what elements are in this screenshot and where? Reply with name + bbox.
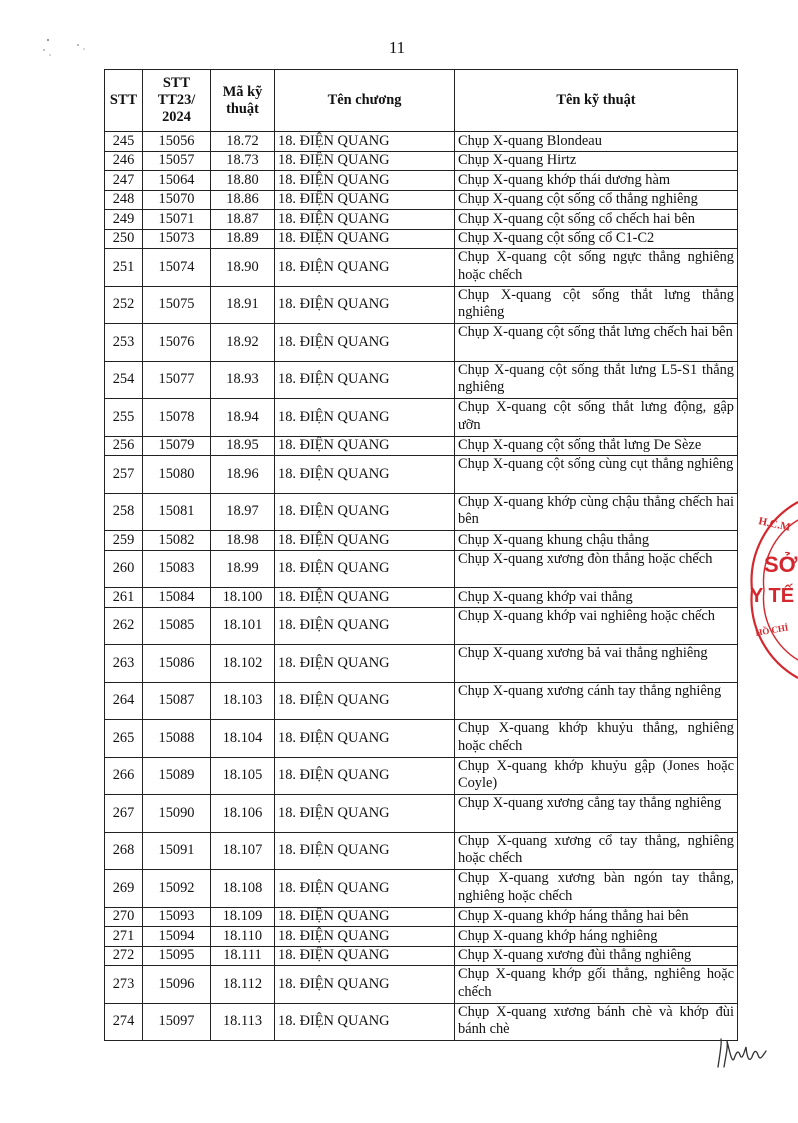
cell-stt-tt23: 15090 [143,795,211,833]
cell-stt-tt23: 15074 [143,249,211,287]
table-row [105,171,738,191]
table-row [105,286,738,324]
signature-stroke [718,1039,766,1067]
cell-stt: 245 [105,132,143,152]
cell-technique-name: Chụp X-quang khớp háng nghiêng [455,927,738,947]
cell-chapter: 18. ĐIỆN QUANG [275,249,455,287]
cell-technique-name: Chụp X-quang xương đòn thẳng hoặc chếch [455,550,738,588]
table-row [105,229,738,249]
cell-chapter: 18. ĐIỆN QUANG [275,832,455,870]
cell-stt: 272 [105,946,143,966]
table-row [105,210,738,230]
cell-stt: 265 [105,720,143,758]
cell-technique-name: Chụp X-quang xương bánh chè và khớp đùi bánh chè [455,1003,738,1041]
cell-chapter: 18. ĐIỆN QUANG [275,966,455,1004]
cell-chapter: 18. ĐIỆN QUANG [275,324,455,362]
cell-stt: 271 [105,927,143,947]
cell-technique-code: 18.104 [211,720,275,758]
cell-stt: 254 [105,361,143,399]
cell-stt-tt23: 15057 [143,151,211,171]
header-stt: STT [105,70,143,132]
cell-stt: 255 [105,399,143,437]
cell-chapter: 18. ĐIỆN QUANG [275,399,455,437]
cell-technique-code: 18.113 [211,1003,275,1041]
cell-chapter: 18. ĐIỆN QUANG [275,870,455,908]
cell-technique-name: Chụp X-quang cột sống thắt lưng thẳng nghiêng [455,286,738,324]
cell-chapter: 18. ĐIỆN QUANG [275,151,455,171]
table-row [105,190,738,210]
stamp-text-top: H.C.M [757,515,792,534]
cell-technique-code: 18.91 [211,286,275,324]
header-technique-code-line2: thuật [226,100,259,117]
cell-chapter: 18. ĐIỆN QUANG [275,286,455,324]
cell-stt-tt23: 15089 [143,757,211,795]
cell-chapter: 18. ĐIỆN QUANG [275,720,455,758]
cell-chapter: 18. ĐIỆN QUANG [275,645,455,683]
cell-stt-tt23: 15092 [143,870,211,908]
cell-technique-name: Chụp X-quang xương bả vai thẳng nghiêng [455,645,738,683]
cell-stt: 256 [105,436,143,456]
cell-stt-tt23: 15095 [143,946,211,966]
cell-stt-tt23: 15086 [143,645,211,683]
cell-stt-tt23: 15078 [143,399,211,437]
cell-stt: 250 [105,229,143,249]
header-stt-tt23-line2: TT23/ [157,92,196,108]
cell-stt-tt23: 15080 [143,456,211,494]
header-stt-tt23-line3: 2024 [162,109,191,125]
cell-technique-name: Chụp X-quang xương cổ tay thẳng, nghiêng hoặc chếch [455,832,738,870]
cell-technique-code: 18.90 [211,249,275,287]
cell-technique-name: Chụp X-quang xương đùi thẳng nghiêng [455,946,738,966]
cell-chapter: 18. ĐIỆN QUANG [275,1003,455,1041]
table-row [105,132,738,152]
cell-technique-name: Chụp X-quang khớp khuỷu gập (Jones hoặc Coyle) [455,757,738,795]
table-row [105,607,738,645]
table-row [105,249,738,287]
cell-stt-tt23: 15096 [143,966,211,1004]
header-technique-name: Tên kỹ thuật [455,70,738,132]
cell-chapter: 18. ĐIỆN QUANG [275,588,455,608]
cell-stt-tt23: 15084 [143,588,211,608]
cell-technique-name: Chụp X-quang xương bàn ngón tay thẳng, nghiêng hoặc chếch [455,870,738,908]
cell-chapter: 18. ĐIỆN QUANG [275,757,455,795]
cell-technique-name: Chụp X-quang cột sống cùng cụt thẳng nghiêng [455,456,738,494]
cell-chapter: 18. ĐIỆN QUANG [275,210,455,230]
handwritten-signature [712,1033,772,1073]
cell-stt: 264 [105,682,143,720]
technique-table [104,69,738,1041]
cell-chapter: 18. ĐIỆN QUANG [275,132,455,152]
table-row [105,399,738,437]
cell-chapter: 18. ĐIỆN QUANG [275,607,455,645]
cell-stt-tt23: 15079 [143,436,211,456]
cell-stt: 248 [105,190,143,210]
cell-technique-name: Chụp X-quang cột sống thắt lưng chếch hai bên [455,324,738,362]
cell-stt: 270 [105,907,143,927]
stamp-text-yte: Y TẾ [750,585,795,607]
cell-technique-name: Chụp X-quang khung chậu thẳng [455,531,738,551]
cell-technique-name: Chụp X-quang cột sống ngực thẳng nghiêng hoặc chếch [455,249,738,287]
table-row [105,870,738,908]
cell-chapter: 18. ĐIỆN QUANG [275,946,455,966]
table-row [105,588,738,608]
cell-technique-code: 18.100 [211,588,275,608]
table-row [105,682,738,720]
table-row [105,927,738,947]
cell-stt-tt23: 15056 [143,132,211,152]
cell-technique-name: Chụp X-quang Hirtz [455,151,738,171]
cell-technique-code: 18.89 [211,229,275,249]
cell-technique-code: 18.80 [211,171,275,191]
cell-technique-code: 18.96 [211,456,275,494]
cell-chapter: 18. ĐIỆN QUANG [275,456,455,494]
header-stt-tt23-line1: STT [162,75,191,91]
page-number: 11 [388,38,406,57]
cell-stt: 261 [105,588,143,608]
cell-chapter: 18. ĐIỆN QUANG [275,171,455,191]
cell-stt: 249 [105,210,143,230]
cell-stt: 266 [105,757,143,795]
cell-technique-name: Chụp X-quang cột sống cổ thẳng nghiêng [455,190,738,210]
header-chapter-name: Tên chương [275,70,455,132]
cell-stt: 257 [105,456,143,494]
cell-chapter: 18. ĐIỆN QUANG [275,795,455,833]
cell-chapter: 18. ĐIỆN QUANG [275,361,455,399]
cell-stt-tt23: 15087 [143,682,211,720]
scan-specks [40,28,100,68]
cell-chapter: 18. ĐIỆN QUANG [275,682,455,720]
table-row [105,550,738,588]
table-row [105,324,738,362]
cell-technique-code: 18.101 [211,607,275,645]
cell-technique-name: Chụp X-quang khớp gối thẳng, nghiêng hoặc chếch [455,966,738,1004]
cell-stt: 259 [105,531,143,551]
cell-technique-code: 18.102 [211,645,275,683]
cell-technique-name: Chụp X-quang khớp cùng chậu thẳng chếch hai bên [455,493,738,531]
cell-stt: 274 [105,1003,143,1041]
cell-stt-tt23: 15085 [143,607,211,645]
table-row [105,436,738,456]
table-row [105,493,738,531]
cell-stt-tt23: 15082 [143,531,211,551]
cell-technique-name: Chụp X-quang cột sống thắt lưng động, gập ưỡn [455,399,738,437]
table-row [105,531,738,551]
cell-chapter: 18. ĐIỆN QUANG [275,550,455,588]
table-row [105,361,738,399]
cell-technique-name: Chụp X-quang cột sống cổ C1-C2 [455,229,738,249]
cell-stt-tt23: 15081 [143,493,211,531]
cell-stt: 247 [105,171,143,191]
cell-technique-code: 18.86 [211,190,275,210]
cell-stt-tt23: 15064 [143,171,211,191]
cell-stt: 253 [105,324,143,362]
table-row [105,757,738,795]
cell-chapter: 18. ĐIỆN QUANG [275,229,455,249]
cell-technique-name: Chụp X-quang cột sống thắt lưng De Sèze [455,436,738,456]
cell-technique-code: 18.95 [211,436,275,456]
table-row [105,832,738,870]
cell-technique-code: 18.105 [211,757,275,795]
cell-technique-name: Chụp X-quang xương cẳng tay thẳng nghiêng [455,795,738,833]
header-technique-code-line1: Mã kỹ [222,83,263,100]
cell-technique-name: Chụp X-quang cột sống thắt lưng L5-S1 thẳng nghiêng [455,361,738,399]
cell-technique-name: Chụp X-quang cột sống cổ chếch hai bên [455,210,738,230]
cell-technique-code: 18.98 [211,531,275,551]
cell-technique-code: 18.111 [211,946,275,966]
cell-technique-code: 18.97 [211,493,275,531]
cell-stt: 269 [105,870,143,908]
cell-stt: 273 [105,966,143,1004]
cell-stt: 268 [105,832,143,870]
cell-stt-tt23: 15075 [143,286,211,324]
cell-stt-tt23: 15091 [143,832,211,870]
table-header-row [105,70,738,132]
cell-stt: 267 [105,795,143,833]
cell-chapter: 18. ĐIỆN QUANG [275,907,455,927]
cell-technique-name: Chụp X-quang khớp vai thẳng [455,588,738,608]
table-row [105,966,738,1004]
cell-technique-code: 18.108 [211,870,275,908]
cell-technique-name: Chụp X-quang xương cánh tay thẳng nghiêng [455,682,738,720]
cell-technique-name: Chụp X-quang khớp khuỷu thẳng, nghiêng hoặc chếch [455,720,738,758]
header-technique-code [211,70,275,132]
cell-stt: 262 [105,607,143,645]
cell-technique-code: 18.110 [211,927,275,947]
cell-technique-code: 18.109 [211,907,275,927]
table-row [105,795,738,833]
cell-stt: 260 [105,550,143,588]
cell-stt-tt23: 15073 [143,229,211,249]
cell-technique-code: 18.73 [211,151,275,171]
table-row [105,946,738,966]
cell-technique-code: 18.72 [211,132,275,152]
header-stt-tt23 [143,70,211,132]
cell-stt-tt23: 15071 [143,210,211,230]
cell-stt: 252 [105,286,143,324]
cell-technique-name: Chụp X-quang Blondeau [455,132,738,152]
cell-technique-code: 18.103 [211,682,275,720]
official-stamp [742,490,798,690]
table-row [105,720,738,758]
cell-stt-tt23: 15097 [143,1003,211,1041]
cell-stt-tt23: 15076 [143,324,211,362]
cell-stt-tt23: 15070 [143,190,211,210]
cell-stt-tt23: 15088 [143,720,211,758]
cell-technique-code: 18.106 [211,795,275,833]
table-row [105,1003,738,1041]
cell-technique-code: 18.107 [211,832,275,870]
cell-chapter: 18. ĐIỆN QUANG [275,493,455,531]
cell-technique-name: Chụp X-quang khớp thái dương hàm [455,171,738,191]
cell-stt-tt23: 15094 [143,927,211,947]
cell-stt: 258 [105,493,143,531]
table-row [105,645,738,683]
cell-stt-tt23: 15083 [143,550,211,588]
cell-stt: 246 [105,151,143,171]
cell-chapter: 18. ĐIỆN QUANG [275,531,455,551]
stamp-text-bottom: HỒ CHÍ [754,622,790,638]
cell-technique-code: 18.87 [211,210,275,230]
table-row [105,151,738,171]
cell-technique-code: 18.94 [211,399,275,437]
stamp-text-so: SỞ [764,552,798,577]
cell-stt-tt23: 15077 [143,361,211,399]
cell-chapter: 18. ĐIỆN QUANG [275,927,455,947]
table-row [105,456,738,494]
cell-technique-code: 18.99 [211,550,275,588]
cell-chapter: 18. ĐIỆN QUANG [275,190,455,210]
cell-chapter: 18. ĐIỆN QUANG [275,436,455,456]
cell-stt: 251 [105,249,143,287]
cell-technique-name: Chụp X-quang khớp háng thẳng hai bên [455,907,738,927]
cell-technique-code: 18.92 [211,324,275,362]
cell-stt-tt23: 15093 [143,907,211,927]
table-row [105,907,738,927]
cell-technique-code: 18.112 [211,966,275,1004]
cell-stt: 263 [105,645,143,683]
cell-technique-code: 18.93 [211,361,275,399]
cell-technique-name: Chụp X-quang khớp vai nghiêng hoặc chếch [455,607,738,645]
